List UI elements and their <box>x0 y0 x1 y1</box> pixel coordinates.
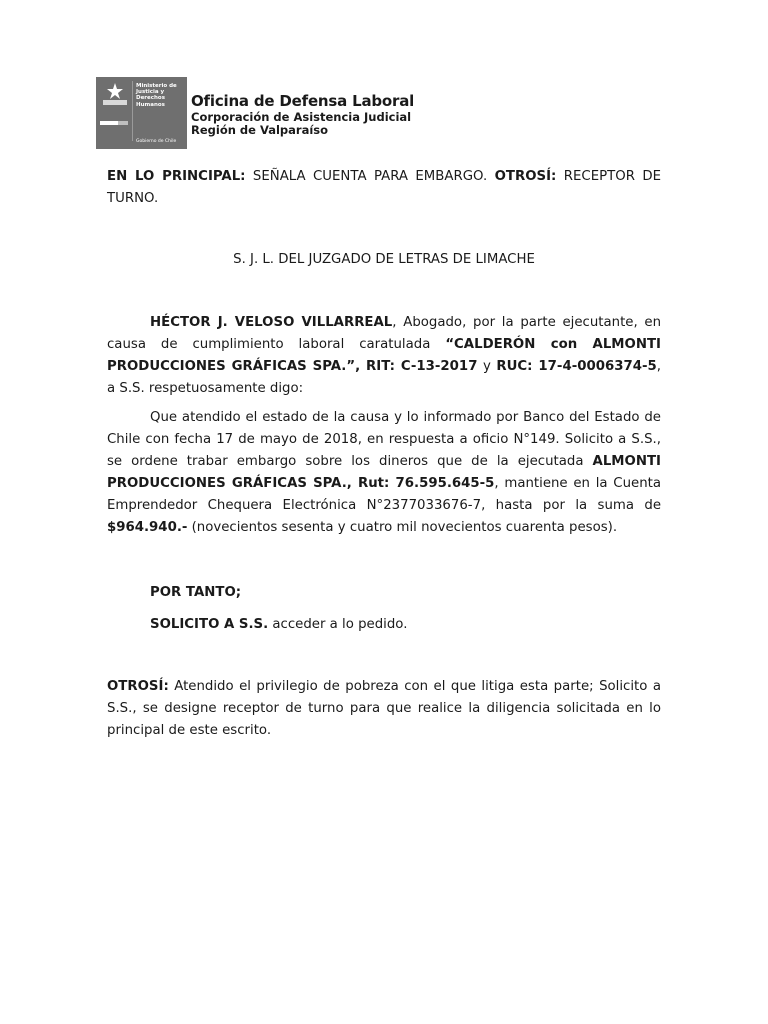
body-text-1: Que atendido el estado de la causa y lo informado por Banco del Estado de Chile con fecha 17 de mayo de 2018, en respuesta a oficio N°149. Solicito a S.S., se ordene trabar embargo sobre los dineros que de la ejecutada <box>107 410 661 469</box>
flag-bar-white <box>100 121 118 125</box>
intro-text-2: y <box>477 359 497 374</box>
sumilla <box>107 166 661 210</box>
sumilla-otrosi-label: OTROSÍ: <box>494 169 557 184</box>
office-subtitle-corporation: Corporación de Asistencia Judicial <box>191 110 412 124</box>
intro-paragraph <box>107 312 661 400</box>
gobierno-label: Gobierno de Chile <box>136 139 177 144</box>
sumilla-otrosi-text: RECEPTOR DE TURNO. <box>107 169 661 206</box>
intro-text-1: , Abogado, por la parte ejecutante, en causa de cumplimiento laboral caratulada <box>107 315 662 352</box>
attorney-name: HÉCTOR J. VELOSO VILLARREAL <box>150 315 393 330</box>
body-text-2: , mantiene en la Cuenta Emprendedor Chequera Electrónica N°2377033676-7, hasta por la suma de <box>107 476 661 513</box>
court-heading: S. J. L. DEL JUZGADO DE LETRAS DE LIMACHE <box>233 252 535 267</box>
intro-text-3: , a S.S. respetuosamente digo: <box>107 359 661 396</box>
solicito-text: acceder a lo pedido. <box>268 617 408 632</box>
body-paragraph <box>107 407 661 539</box>
office-subtitle-region: Región de Valparaíso <box>191 123 329 137</box>
sumilla-principal-text: SEÑALA CUENTA PARA EMBARGO. <box>245 169 495 184</box>
government-logo <box>96 77 187 149</box>
otrosi-label: OTROSÍ: <box>107 679 169 694</box>
company-name: ALMONTI PRODUCCIONES GRÁFICAS SPA., Rut: 76.595.645-5 <box>107 454 661 491</box>
office-name: Oficina de Defensa Laboral <box>191 92 415 110</box>
solicito-label: SOLICITO A S.S. <box>150 617 269 632</box>
por-tanto <box>150 582 650 604</box>
sumilla-principal-label: EN LO PRINCIPAL: <box>107 169 246 184</box>
ministry-name: Ministerio de Justicia y Derechos Humanos <box>136 83 177 108</box>
otrosi-text: Atendido el privilegio de pobreza con el que litiga esta parte; Solicito a S.S., se designe receptor de turno para que realice la diligencia solicitada en lo principal de este escrito. <box>107 679 661 738</box>
otrosi-paragraph <box>107 676 661 742</box>
ruc-number: RUC: 17-4-0006374-5 <box>496 359 657 374</box>
case-title: “CALDERÓN con ALMONTI PRODUCCIONES GRÁFICAS SPA.”, RIT: C-13-2017 <box>107 337 661 374</box>
chile-coat-of-arms-icon <box>100 81 130 107</box>
solicito-paragraph <box>150 614 650 636</box>
logo-divider <box>132 81 133 141</box>
por-tanto-label: POR TANTO; <box>150 585 242 600</box>
flag-bar-grey <box>118 121 128 125</box>
body-text-3: (novecientos sesenta y cuatro mil novecientos cuarenta pesos). <box>187 520 618 535</box>
amount: $964.940.- <box>107 520 188 535</box>
